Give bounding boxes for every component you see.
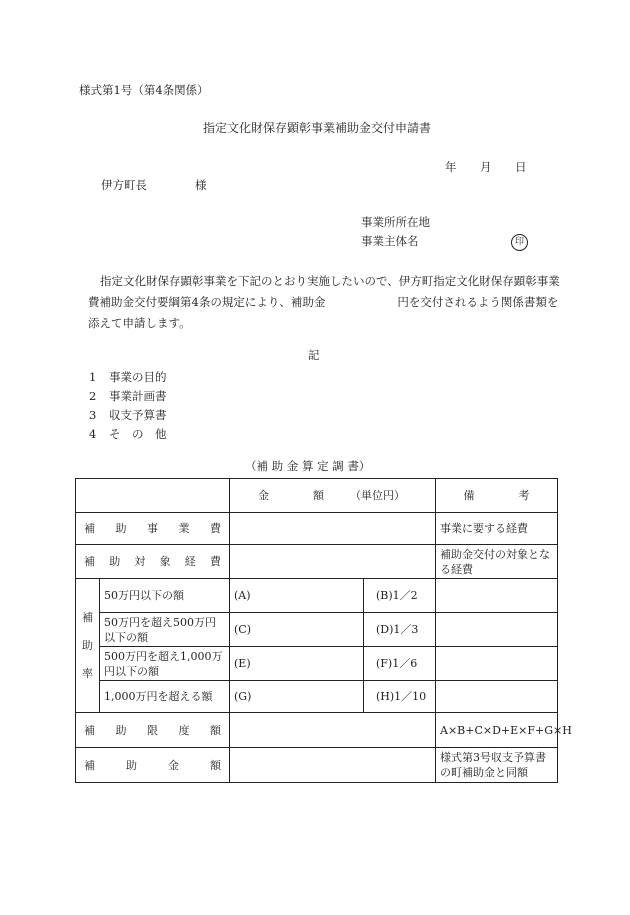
applicant-name-label: 事業主体名 (361, 234, 419, 248)
tier-code: (E) (230, 647, 364, 681)
rate-tier-row (76, 613, 558, 647)
limit-row (76, 713, 558, 748)
applicant-address-label: 事業所所在地 (361, 215, 430, 229)
attachment-item (89, 407, 167, 423)
seal-mark: 印 (511, 234, 528, 251)
project-cost-remarks: 事業に要する経費 (436, 513, 558, 545)
project-cost-row (76, 513, 558, 545)
table-header-row (76, 479, 558, 513)
rate-tier-row (76, 579, 558, 613)
tier-rate: (H)1／10 (364, 681, 436, 713)
application-statement (88, 271, 566, 334)
tier-label: 1,000万円を超える額 (100, 681, 230, 713)
tier-code: (G) (230, 681, 364, 713)
attachment-text: そ の 他 (109, 427, 167, 441)
eligible-cost-label: 補助対象経費 (76, 545, 230, 579)
ki-heading: 記 (308, 348, 320, 362)
tier-rate: (F)1／6 (364, 647, 436, 681)
tier-remarks-cell (436, 647, 558, 681)
date-year-label: 年 (445, 160, 457, 174)
limit-amount-cell (230, 713, 436, 748)
tier-remarks-cell (436, 613, 558, 647)
subsidy-label: 補助金額 (76, 748, 230, 783)
attachment-number: 1 (89, 370, 97, 384)
attachment-text: 事業の目的 (109, 370, 167, 384)
attachment-text: 収支予算書 (109, 408, 167, 422)
statement-part-1: 指定文化財保存顕彰事業を下記のとおり実施したいので、伊方町指定文化財保存顕彰事業費補助金交付要綱第4条の規定により、補助金 (88, 274, 560, 309)
table-caption: （補 助 金 算 定 調 書） (245, 459, 371, 473)
statement-part-2: 円を交付されるよう関係書類を添えて申請します。 (88, 295, 559, 330)
header-unit-label: （単位円） (350, 489, 405, 502)
tier-remarks-cell (436, 579, 558, 613)
date-month-label: 月 (480, 160, 492, 174)
tier-code: (A) (230, 579, 364, 613)
header-blank-cell (76, 479, 230, 513)
rate-label-char: 率 (82, 666, 93, 680)
tier-code: (C) (230, 613, 364, 647)
eligible-cost-remarks: 補助金交付の対象となる経費 (436, 545, 558, 579)
limit-label: 補助限度額 (76, 713, 230, 748)
tier-remarks-cell (436, 681, 558, 713)
attachment-item (89, 369, 167, 385)
attachment-number: 4 (89, 427, 97, 441)
date-day-label: 日 (515, 160, 527, 174)
eligible-cost-amount-cell (230, 545, 436, 579)
header-remarks-cell: 備 考 (436, 479, 558, 513)
header-amount-label: 金 額 (258, 489, 324, 502)
attachment-item (89, 388, 167, 404)
header-amount-cell (230, 479, 436, 513)
tier-label: 50万円を超え500万円以下の額 (100, 613, 230, 647)
limit-remarks: A×B+C×D+E×F+G×H (436, 713, 558, 748)
tier-rate: (D)1／3 (364, 613, 436, 647)
subsidy-row (76, 748, 558, 783)
rate-label-char: 助 (82, 638, 93, 652)
addressee-honorific: 様 (195, 178, 207, 192)
attachment-number: 2 (89, 389, 97, 403)
document-title: 指定文化財保存顕彰事業補助金交付申請書 (203, 121, 432, 135)
subsidy-remarks: 様式第3号収支予算書の町補助金と同額 (436, 748, 558, 783)
project-cost-amount-cell (230, 513, 436, 545)
rate-label-char: 補 (82, 610, 93, 624)
tier-label: 50万円以下の額 (100, 579, 230, 613)
eligible-cost-row (76, 545, 558, 579)
tier-label: 500万円を超え1,000万円以下の額 (100, 647, 230, 681)
attachment-text: 事業計画書 (109, 389, 167, 403)
attachment-item (89, 426, 167, 442)
subsidy-calculation-table (75, 478, 572, 783)
attachment-number: 3 (89, 408, 97, 422)
addressee-name: 伊方町長 (101, 178, 147, 192)
subsidy-amount-cell (230, 748, 436, 783)
form-number: 様式第1号（第4条関係） (79, 83, 209, 97)
project-cost-label: 補助事業費 (76, 513, 230, 545)
rate-label-cell (76, 579, 100, 713)
rate-tier-row (76, 681, 558, 713)
tier-rate: (B)1／2 (364, 579, 436, 613)
rate-tier-row (76, 647, 558, 681)
